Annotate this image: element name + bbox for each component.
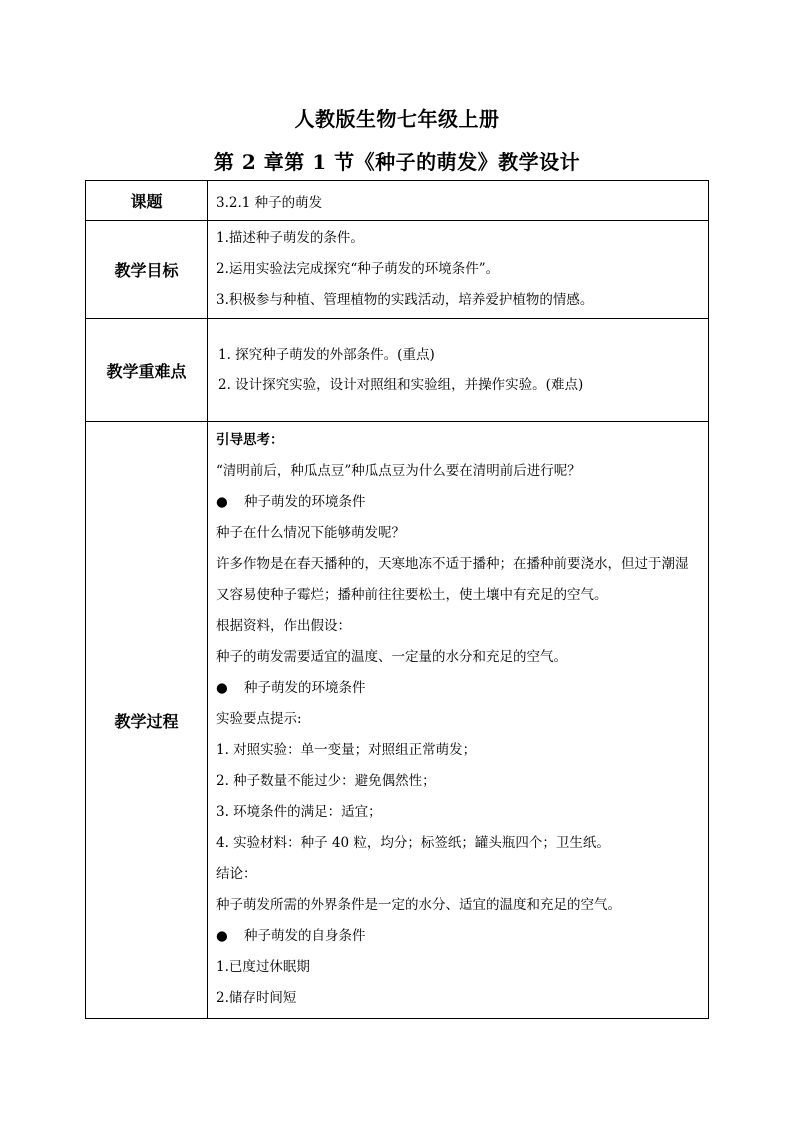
process-line: 根据资料，作出假设：: [216, 618, 351, 634]
goal-item: 1.描述种子萌发的条件。: [216, 230, 364, 246]
key-point-item: 1. 探究种子萌发的外部条件。(重点): [218, 347, 435, 363]
process-line: 2. 种子数量不能过少：避免偶然性；: [216, 773, 436, 789]
table-row-topic: [86, 181, 709, 221]
document-title: 人教版生物七年级上册: [294, 107, 500, 131]
process-bullet-line: [216, 673, 708, 704]
key-point-item: 2. 设计探究实验，设计对照组和实验组，并操作实验。(难点): [218, 377, 584, 393]
process-line: 种子萌发的环境条件: [244, 494, 366, 510]
process-line: 3. 环境条件的满足：适宜；: [216, 804, 382, 820]
bullet-icon: ●: [216, 928, 228, 944]
process-line: 种子在什么情况下能够萌发呢？: [216, 525, 405, 541]
process-line: 种子萌发所需的外界条件是一定的水分、适宜的温度和充足的空气。: [216, 897, 621, 913]
bullet-icon: ●: [216, 494, 228, 510]
topic-value: 3.2.1 种子的萌发: [208, 181, 709, 221]
topic-label: 课题: [86, 181, 208, 221]
goals-content: [208, 221, 709, 319]
lesson-title: 第 2 章第 1 节《种子的萌发》教学设计: [213, 150, 581, 174]
process-line: 1.已度过休眠期: [216, 959, 310, 975]
process-line: 引导思考：: [216, 432, 284, 448]
table-row-key-points: [86, 319, 709, 422]
bullet-icon: ●: [216, 680, 228, 696]
process-line: 又容易使种子霉烂；播种前往往要松土，使土壤中有充足的空气。: [216, 587, 608, 603]
goal-item: 3.积极参与种植、管理植物的实践活动，培养爱护植物的情感。: [216, 292, 594, 308]
process-label: 教学过程: [86, 422, 208, 1019]
process-line: 种子萌发的环境条件: [244, 680, 366, 696]
goal-item: 2.运用实验法完成探究“种子萌发的环境条件”。: [216, 261, 500, 277]
process-line: 2.储存时间短: [216, 990, 297, 1006]
process-content: [208, 422, 709, 1019]
table-row-process: [86, 422, 709, 1019]
process-line: 结论：: [216, 866, 257, 882]
process-line: 种子萌发的自身条件: [244, 928, 366, 944]
process-line: 实验要点提示:: [216, 711, 302, 727]
goals-label: 教学目标: [86, 221, 208, 319]
process-line: 4. 实验材料：种子 40 粒，均分；标签纸；罐头瓶四个；卫生纸。: [216, 835, 610, 851]
process-line: 许多作物是在春天播种的，天寒地冻不适于播种；在播种前要浇水，但过于潮湿: [216, 556, 689, 572]
key-points-label: 教学重难点: [86, 319, 208, 422]
lesson-plan-table: [85, 180, 709, 1019]
process-line: 种子的萌发需要适宜的温度、一定量的水分和充足的空气。: [216, 649, 567, 665]
key-points-content: [208, 319, 709, 422]
process-line: “清明前后，种瓜点豆”种瓜点豆为什么要在清明前后进行呢？: [216, 463, 581, 479]
table-row-goals: [86, 221, 709, 319]
process-line: 1. 对照实验：单一变量；对照组正常萌发；: [216, 742, 477, 758]
process-bullet-line: [216, 487, 708, 518]
process-bullet-line: [216, 921, 708, 952]
